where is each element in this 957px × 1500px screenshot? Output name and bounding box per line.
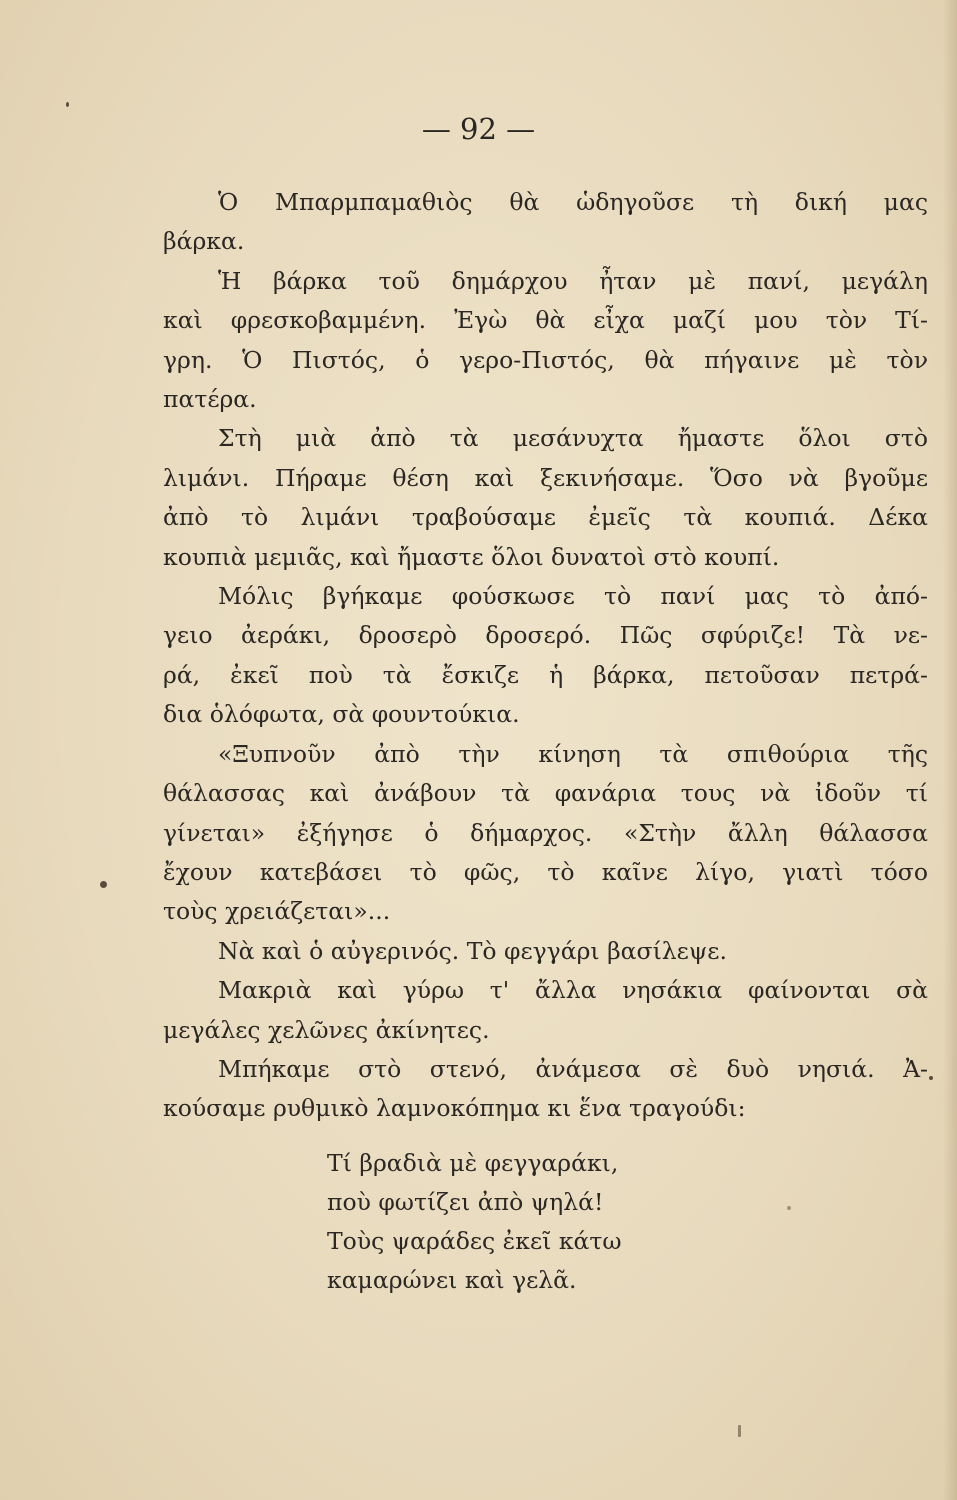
text-line: πατέρα. (163, 385, 257, 414)
text-line: «Ξυπνοῦν ἀπὸ τὴν κίνηση τὰ σπιθούρια τῆς (218, 739, 928, 768)
text-line: Μπήκαμε στὸ στενό, ἀνάμεσα σὲ δυὸ νησιά. Ἀ- (218, 1054, 928, 1083)
text-line: βάρκα. (163, 227, 245, 256)
text-line: κουπιὰ μεμιᾶς, καὶ ἤμαστε ὅλοι δυνατοὶ στὸ κουπί. (163, 542, 780, 571)
text-line: θάλασσας καὶ ἀνάβουν τὰ φανάρια τους νὰ ἰδοῦν τί (163, 779, 928, 808)
text-line: Νὰ καὶ ὁ αὐγερινός. Τὸ φεγγάρι βασίλεψε. (218, 936, 727, 965)
text-line: Ὁ Μπαρμπαμαθιὸς θὰ ὡδηγοῦσε τὴ δική μας (218, 188, 928, 216)
text-line: λιμάνι. Πήραμε θέση καὶ ξεκινήσαμε. Ὅσο νὰ βγοῦμε (163, 463, 928, 492)
text-line: Μακριὰ καὶ γύρω τ' ἄλλα νησάκια φαίνονται σὰ (218, 976, 928, 1005)
text-line: γειο ἀεράκι, δροσερὸ δροσερό. Πῶς σφύριζε! Τὰ νε- (163, 621, 928, 650)
text-line: Μόλις βγήκαμε φούσκωσε τὸ πανί μας τὸ ἀπό- (218, 582, 928, 611)
poem-line: Τί βραδιὰ μὲ φεγγαράκι, (327, 1149, 619, 1177)
page-edge-shadow (943, 0, 957, 1500)
text-line: Ἡ βάρκα τοῦ δημάρχου ἦταν μὲ πανί, μεγάλη (218, 266, 928, 295)
text-line: κούσαμε ρυθμικὸ λαμνοκόπημα κι ἕνα τραγούδι: (163, 1094, 746, 1123)
ink-speck (100, 881, 107, 888)
text-line: γρη. Ὁ Πιστός, ὁ γερο-Πιστός, θὰ πήγαινε μὲ τὸν (163, 345, 928, 374)
text-line: ρά, ἐκεῖ ποὺ τὰ ἔσκιζε ἡ βάρκα, πετοῦσαν πετρά- (163, 660, 928, 689)
text-line: Στὴ μιὰ ἀπὸ τὰ μεσάνυχτα ἤμαστε ὅλοι στὸ (218, 424, 928, 453)
text-line: καὶ φρεσκοβαμμένη. Ἐγὼ θὰ εἶχα μαζί μου τὸν Τί- (163, 306, 928, 335)
text-line: δια ὁλόφωτα, σὰ φουντούκια. (163, 700, 520, 729)
body-text (163, 183, 928, 1129)
ink-speck (929, 1076, 933, 1080)
text-line: μεγάλες χελῶνες ἀκίνητες. (163, 1015, 490, 1044)
text-line: ἔχουν κατεβάσει τὸ φῶς, τὸ καῖνε λίγο, γιατὶ τόσο (163, 857, 928, 886)
poem-line: ποὺ φωτίζει ἀπὸ ψηλά! (327, 1188, 604, 1216)
text-line: γίνεται» ἐξήγησε ὁ δήμαρχος. «Στὴν ἄλλη θάλασσα (163, 818, 928, 847)
poem-line: Τοὺς ψαράδες ἐκεῖ κάτω (327, 1227, 622, 1255)
ink-speck (787, 1206, 791, 1210)
text-line: ἀπὸ τὸ λιμάνι τραβούσαμε ἐμεῖς τὰ κουπιά. Δέκα (163, 503, 928, 532)
ink-speck (66, 102, 69, 107)
text-line: τοὺς χρειάζεται»... (163, 897, 391, 926)
poem-line: καμαρώνει καὶ γελᾶ. (327, 1266, 577, 1294)
page-number: — 92 — (421, 112, 536, 146)
ink-speck (738, 1425, 741, 1437)
poem (327, 1144, 827, 1300)
